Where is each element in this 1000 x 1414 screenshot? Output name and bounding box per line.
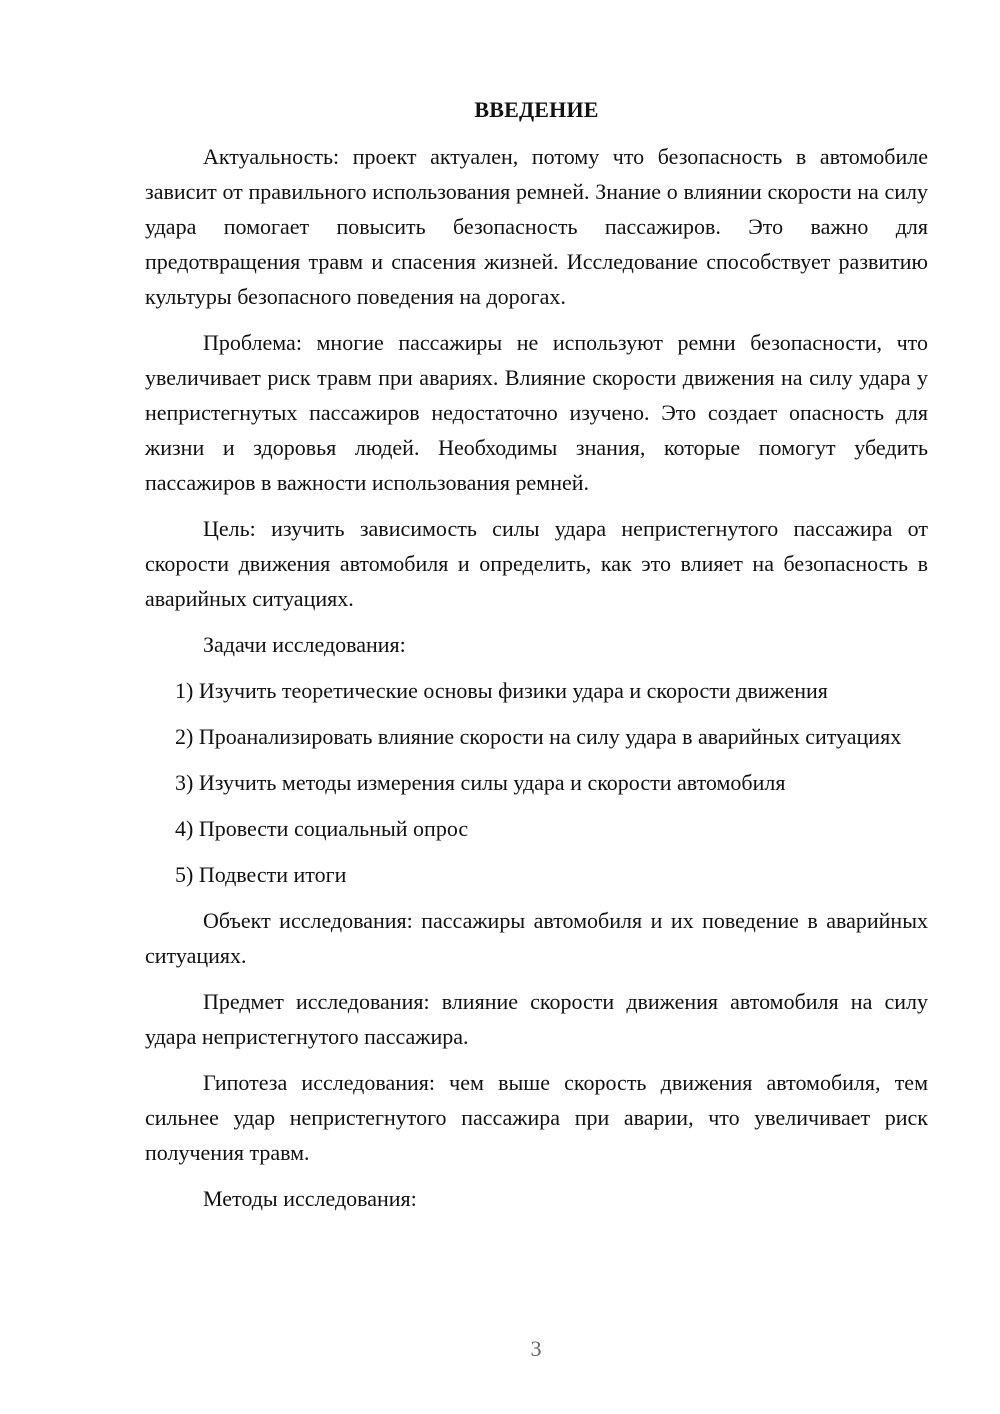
paragraph-goal: Цель: изучить зависимость силы удара непристегнутого пассажира от скорости движения автомобиля и определить, как это влияет на безопасность в аварийных ситуациях. — [145, 516, 928, 611]
document-page — [145, 95, 928, 1227]
task-item-3: 3) Изучить методы измерения силы удара и скорости автомобиля — [175, 770, 786, 795]
paragraph-object: Объект исследования: пассажиры автомобиля и их поведение в аварийных ситуациях. — [145, 908, 928, 968]
paragraph-problem: Проблема: многие пассажиры не используют ремни безопасности, что увеличивает риск травм при авариях. Влияние скорости движения на силу удара у непристегнутых пассажиров недостаточно изучено. Это создает опасность для жизни и здоровья людей. Необходимы знания, которые помогут убедить пассажиров в важности использования ремней. — [145, 330, 928, 495]
task-item-4: 4) Провести социальный опрос — [175, 816, 469, 841]
tasks-heading: Задачи исследования: — [203, 632, 406, 657]
task-item-2: 2) Проанализировать влияние скорости на силу удара в аварийных ситуациях — [175, 724, 902, 749]
task-item-1: 1) Изучить теоретические основы физики удара и скорости движения — [175, 678, 828, 703]
paragraph-hypothesis: Гипотеза исследования: чем выше скорость движения автомобиля, тем сильнее удар непристегнутого пассажира при аварии, что увеличивает риск получения травм. — [145, 1070, 928, 1165]
section-title: ВВЕДЕНИЕ — [474, 97, 599, 122]
task-item-5: 5) Подвести итоги — [175, 862, 347, 887]
paragraph-subject: Предмет исследования: влияние скорости движения автомобиля на силу удара непристегнутого пассажира. — [145, 989, 928, 1049]
methods-heading: Методы исследования: — [203, 1186, 417, 1211]
paragraph-relevance: Актуальность: проект актуален, потому что безопасность в автомобиле зависит от правильного использования ремней. Знание о влиянии скорости на силу удара помогает повысить безопасность пассажиров. Это важно для предотвращения травм и спасения жизней. Исследование способствует развитию культуры безопасного поведения на дорогах. — [145, 144, 928, 309]
page-number: 3 — [530, 1336, 542, 1361]
